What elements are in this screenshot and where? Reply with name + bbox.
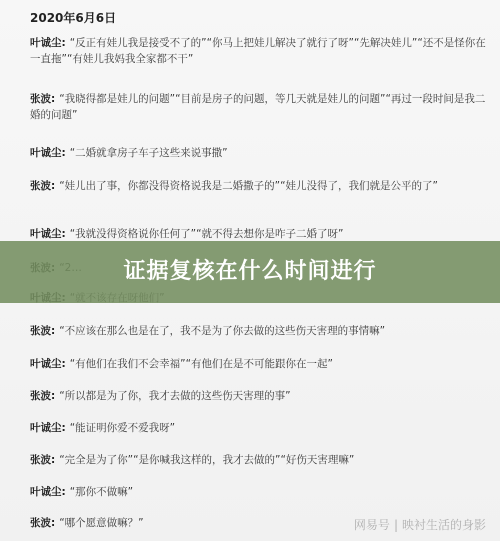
speaker-name: 张波: [30, 325, 56, 337]
message-text: “那你不做嘛” [69, 486, 134, 498]
chat-message [30, 323, 488, 339]
speaker-name: 张波: [30, 454, 56, 466]
message-text: “所以都是为了你，我才去做的这些伤天害理的事” [59, 390, 291, 402]
chat-message [30, 484, 488, 500]
speaker-name: 张波: [30, 517, 56, 529]
title-banner [0, 241, 500, 303]
chat-message [30, 356, 488, 372]
speaker-name: 叶诚尘: [30, 486, 66, 498]
speaker-name: 叶诚尘: [30, 147, 66, 159]
message-text: “有他们在我们不会幸福”“有他们在是不可能跟你在一起” [69, 358, 333, 370]
chat-message [30, 145, 488, 161]
chat-message [30, 420, 488, 436]
message-text: “二婚就拿房子车子这些来说事撒” [69, 147, 228, 159]
watermark-separator: | [393, 518, 398, 532]
speaker-name: 张波: [30, 390, 56, 402]
message-text: “能证明你爱不爱我呀” [69, 422, 176, 434]
message-text: “娃儿出了事，你都没得资格说我是二婚撒子的”“娃儿没得了，我们就是公平的了” [59, 180, 438, 192]
speaker-name: 叶诚尘: [30, 422, 66, 434]
chat-message [30, 452, 488, 468]
speaker-name: 叶诚尘: [30, 228, 66, 240]
watermark [354, 516, 486, 533]
document-date: 2020年6月6日 [30, 11, 117, 25]
message-text: “我晓得都是娃儿的问题”“目前是房子的问题，等几天就是娃儿的问题”“再过一段时间是我二婚的问题” [30, 93, 486, 121]
speaker-name: 叶诚尘: [30, 37, 66, 49]
message-text: “完全是为了你”“是你喊我这样的，我才去做的”“好伤天害理嘛” [59, 454, 355, 466]
chat-message [30, 226, 488, 242]
watermark-source: 网易号 [353, 518, 390, 532]
speaker-name: 张波: [30, 180, 56, 192]
message-text: “反正有娃儿我是接受不了的”“你马上把娃儿解决了就行了呀”“先解决娃儿”“还不是怪你在一直拖”“有娃儿我妈我全家都不干” [30, 37, 486, 65]
speaker-name: 叶诚尘: [30, 358, 66, 370]
watermark-account: 映衬生活的身影 [401, 518, 486, 532]
chat-message [30, 91, 488, 123]
message-text: “我就没得资格说你任何了”“就不得去想你是咋子二婚了呀” [69, 228, 344, 240]
chat-message [30, 178, 488, 194]
banner-title: 证据复核在什么时间进行 [123, 259, 377, 284]
speaker-name: 张波: [30, 93, 56, 105]
chat-message [30, 35, 488, 67]
chat-message [30, 388, 488, 404]
message-text: “哪个愿意做嘛？” [59, 517, 144, 529]
message-text: “不应该在那么也是在了，我不是为了你去做的这些伤天害理的事情嘛” [59, 325, 386, 337]
